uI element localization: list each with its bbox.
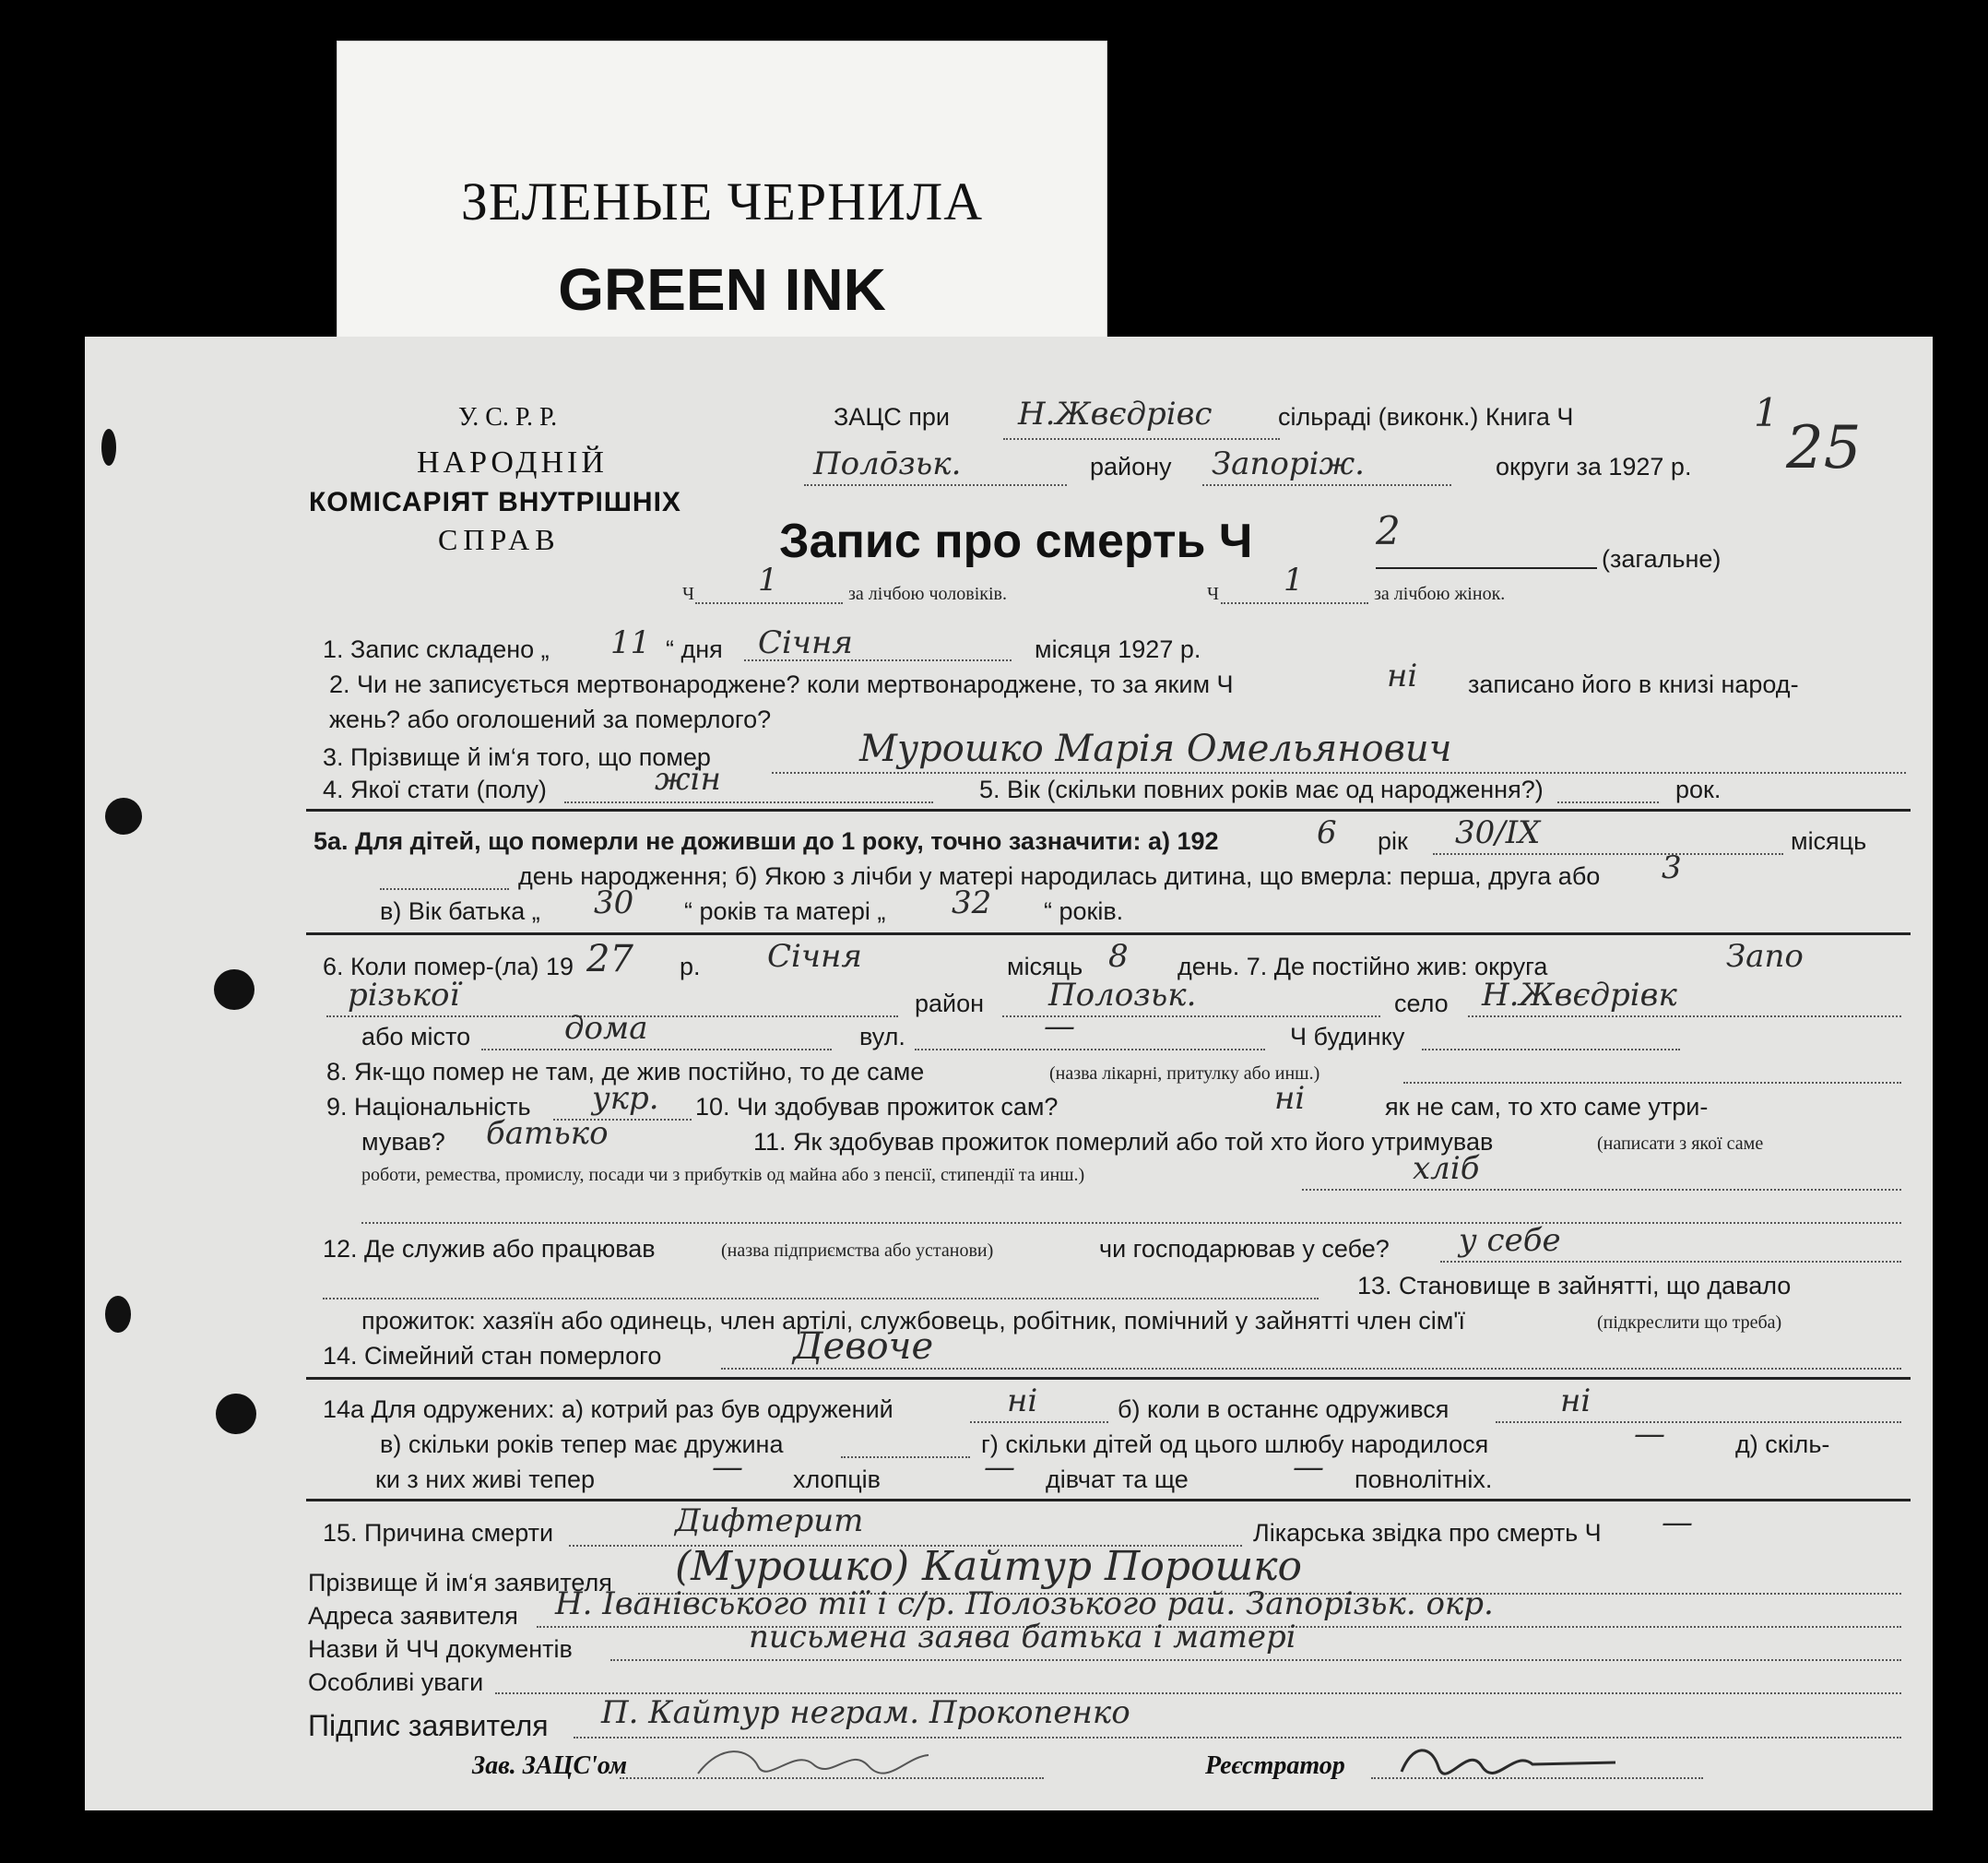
field-5a-month-label: місяць: [1791, 827, 1867, 855]
section-divider: [306, 932, 1911, 935]
punch-hole: [105, 798, 142, 835]
field-5a-end-label: “ років.: [1044, 897, 1124, 925]
field-4-label: 4. Якої стати (полу): [323, 776, 547, 803]
field-3-label: 3. Прізвище й ім‘я того, що помер: [323, 743, 711, 771]
field-15-certificate-label: Лікарська звідка про смерть Ч: [1253, 1519, 1602, 1547]
field-5a-year-handwritten: 6: [1317, 814, 1337, 851]
field-11-label: 11. Як здобував прожиток померлий або той хто його утримував: [753, 1128, 1494, 1156]
field-9-handwritten: укр.: [592, 1080, 659, 1117]
section-divider: [306, 1499, 1911, 1501]
field-1-month-line: [744, 659, 1012, 661]
field-14a-adults-handwritten: —: [1293, 1449, 1324, 1486]
field-10-label-b: як не сам, то хто саме утри-: [1385, 1093, 1709, 1121]
signature-label: Підпис заявителя: [308, 1709, 549, 1742]
field-14a-boys-handwritten: —: [984, 1449, 1015, 1486]
field-7-budynok-label: Ч будинку: [1290, 1023, 1405, 1050]
field-1-day-label: “ дня: [666, 635, 723, 663]
field-3-line: [772, 772, 1906, 774]
field-6-year-label: р.: [680, 953, 701, 980]
usrr-label: У. С. Р. Р.: [458, 403, 558, 432]
field-5a-date-line: [1433, 853, 1783, 855]
field-7-vul-handwritten: —: [1044, 1008, 1075, 1045]
field-14a-last-handwritten: ні: [1560, 1382, 1592, 1419]
field-4-line: [564, 801, 933, 803]
field-2-label-c: жень? або оголошений за померлого?: [329, 706, 772, 733]
field-15-cause-handwritten: Дифтерит: [675, 1502, 864, 1539]
field-14a-girls-label: дівчат та ще: [1046, 1465, 1189, 1493]
field-11-line-2: [361, 1222, 1901, 1224]
women-count-line: [1221, 602, 1368, 604]
field-11-provider-handwritten: батько: [486, 1115, 609, 1152]
field-14a-alive-label: д) скіль-: [1735, 1430, 1830, 1458]
punch-hole: [101, 429, 116, 466]
field-14a-alive-label-b: ки з них живі тепер: [375, 1465, 595, 1493]
general-label: (загальне): [1602, 545, 1722, 573]
field-9-label: 9. Національність: [326, 1093, 531, 1121]
field-2-label: 2. Чи не записується мертвонароджене? коли мертвонароджене, то за яким Ч: [329, 670, 1234, 698]
org-line-3: СПРАВ: [438, 523, 561, 556]
field-6-month-label: місяць: [1007, 953, 1083, 980]
men-count-handwritten: 1: [758, 562, 778, 599]
women-count-prefix: Ч: [1207, 584, 1219, 604]
field-7-okruga-handwritten: Запо: [1726, 938, 1804, 975]
okruga-line: [1202, 484, 1451, 486]
note-english-text: GREEN INK: [558, 256, 886, 323]
field-5-label: 5. Вік (скільки повних років має од народження?): [979, 776, 1544, 803]
field-7-misto-label: або місто: [361, 1023, 471, 1050]
field-5-end-label: рок.: [1675, 776, 1722, 803]
field-2-handwritten: ні: [1387, 658, 1418, 694]
field-5a-label: 5а. Для дітей, що померли не доживши до 1 року, точно зазначити: а) 192: [314, 827, 1219, 855]
attached-label-note: [337, 41, 1107, 345]
field-6-label: 6. Коли помер-(ла) 19: [323, 953, 574, 980]
field-12-line-2: [323, 1298, 1319, 1299]
field-12-label: 12. Де служив або працював: [323, 1235, 656, 1263]
field-7-vul-line: [915, 1049, 1265, 1050]
women-count-handwritten: 1: [1284, 562, 1304, 599]
men-count-line: [695, 602, 843, 604]
punch-hole: [216, 1394, 256, 1434]
field-11-hint-b: роботи, ремества, промислу, посади чи з прибутків од майна або з пенсії, стипендії та инш.): [361, 1165, 1085, 1185]
special-notes-label: Особливі уваги: [308, 1668, 484, 1696]
applicant-address-handwritten: Н. Іванівського тії і с/р. Полозького рай. Запорізьк. окр.: [555, 1585, 1494, 1622]
field-14a-boys-label: хлопців: [793, 1465, 882, 1493]
org-line-1: НАРОДНІЙ: [417, 445, 608, 480]
silrada-label: сільраді (виконк.) Книга Ч: [1278, 403, 1574, 431]
field-11-hint: (написати з якої саме: [1597, 1133, 1764, 1154]
field-12-label-b: чи господарював у себе?: [1099, 1235, 1390, 1263]
rayon-label: району: [1090, 453, 1172, 481]
field-7-selo-line: [1468, 1015, 1901, 1017]
signature-handwritten: П. Кайтур неграм. Прокопенко: [601, 1694, 1130, 1731]
field-2-label-b: записано його в книзі народ-: [1468, 670, 1799, 698]
field-6-year-handwritten: 27: [586, 938, 633, 980]
field-14a-alive-handwritten: —: [712, 1449, 743, 1486]
field-5a-order-handwritten: 3: [1662, 849, 1682, 886]
field-7-budynok-line: [1422, 1049, 1680, 1050]
book-number-handwritten: 1: [1754, 390, 1779, 435]
field-12-hint: (назва підприємства або установи): [721, 1240, 994, 1261]
applicant-name-label: Прізвище й ім‘я заявителя: [308, 1569, 612, 1596]
note-russian-text: ЗЕЛЕНЫЕ ЧЕРНИЛА: [460, 172, 984, 231]
field-14-line: [721, 1368, 1901, 1370]
field-7-selo-label: село: [1394, 990, 1449, 1017]
section-divider: [306, 809, 1911, 812]
field-1-label: 1. Запис складено „: [323, 635, 550, 663]
field-1-month-label: місяця 1927 р.: [1035, 635, 1201, 663]
field-5a-order-label: день народження; б) Якою з лічби у матері народилась дитина, що вмерла: перша, друга або: [518, 862, 1601, 890]
field-14a-marriage-line: [970, 1421, 1108, 1423]
field-3-name-handwritten: Мурошко Марія Омельянович: [859, 728, 1452, 770]
record-number-line: [1376, 567, 1597, 569]
field-11-mother-label: мував?: [361, 1128, 445, 1156]
documents-line: [610, 1659, 1901, 1661]
zags-label: ЗАЦС при: [834, 403, 951, 431]
field-5a-mother-label: “ років та матері „: [684, 897, 886, 925]
applicant-name-handwritten: (Мурошко) Кайтур Порошко: [675, 1543, 1302, 1590]
field-14a-wife-age-line: [841, 1456, 970, 1458]
section-divider: [306, 1377, 1911, 1380]
field-14a-marriage-handwritten: ні: [1007, 1382, 1038, 1419]
zags-silrada-line: [1003, 438, 1280, 440]
death-record-form: [85, 337, 1933, 1810]
field-7-misto-line: [481, 1049, 832, 1050]
documents-handwritten: письмена заява батька і матері: [749, 1619, 1296, 1655]
field-15-certificate-handwritten: —: [1662, 1504, 1693, 1541]
punch-hole: [105, 1296, 131, 1333]
field-5a-date-handwritten: 30/IX: [1455, 814, 1541, 851]
punch-hole: [214, 969, 254, 1010]
field-8-label: 8. Як-що помер не там, де жив постійно, то де саме: [326, 1058, 925, 1086]
field-5a-father-handwritten: 30: [594, 884, 634, 921]
field-8-line: [1403, 1082, 1901, 1084]
field-13-label: 13. Становище в зайнятті, що давало: [1357, 1272, 1792, 1299]
registrar-label: Реєстратор: [1205, 1751, 1345, 1780]
field-13-hint: (підкреслити що треба): [1597, 1312, 1782, 1333]
org-line-2: КОМІСАРІЯТ ВНУТРІШНІХ: [309, 487, 681, 517]
field-14a-adults-label: повнолітніх.: [1355, 1465, 1493, 1493]
page-number-handwritten: 25: [1786, 414, 1862, 482]
field-14a-wife-age-label: в) скільки років тепер має дружина: [380, 1430, 784, 1458]
registrar-signature: [1394, 1735, 1625, 1786]
record-title: Запис про смерть Ч: [779, 515, 1253, 568]
zags-head-label: Зав. ЗАЦС'ом: [472, 1751, 628, 1780]
field-7-rayon-label: район: [915, 990, 985, 1017]
field-7-okruga-continued-handwritten: різької: [348, 977, 460, 1014]
rayon-handwritten: Поло̄зьк.: [813, 445, 962, 482]
field-7-rayon-handwritten: Полозьк.: [1048, 977, 1197, 1014]
field-4-handwritten: жін: [655, 761, 721, 798]
field-5a-mother-handwritten: 32: [952, 884, 992, 921]
field-14a-last-line: [1496, 1421, 1901, 1423]
women-count-label: за лічбою жінок.: [1374, 584, 1506, 604]
men-count-prefix: Ч: [682, 584, 694, 604]
rayon-line: [804, 484, 1067, 486]
field-14a-children-handwritten: —: [1634, 1416, 1665, 1453]
field-14-handwritten: Девоче: [793, 1325, 934, 1368]
okruga-label: округи за 1927 р.: [1496, 453, 1692, 481]
zags-silrada-handwritten: Н.Жвєдрівс: [1018, 396, 1213, 433]
field-8-hint: (назва лікарні, притулку або инш.): [1049, 1063, 1320, 1084]
documents-label: Назви й ЧЧ документів: [308, 1635, 573, 1663]
zags-head-signature: [693, 1738, 933, 1785]
field-11-occupation-handwritten: хліб: [1413, 1150, 1480, 1187]
field-10-handwritten: ні: [1274, 1080, 1306, 1117]
men-count-label: за лічбою чоловіків.: [848, 584, 1007, 604]
field-7-label: день. 7. Де постійно жив: округа: [1177, 953, 1548, 980]
field-7-misto-handwritten: дома: [564, 1010, 648, 1047]
okruga-handwritten: Запоріж.: [1212, 445, 1365, 482]
applicant-address-label: Адреса заявителя: [308, 1602, 518, 1630]
field-5a-day-line: [380, 888, 509, 890]
field-12-handwritten: у себе: [1459, 1222, 1561, 1259]
field-10-label: 10. Чи здобував прожиток сам?: [695, 1093, 1059, 1121]
field-14a-children-label: г) скільки дітей од цього шлюбу народилося: [981, 1430, 1489, 1458]
record-number-handwritten: 2: [1376, 508, 1401, 553]
field-6-month-handwritten: Січня: [767, 938, 862, 975]
field-7-vul-label: вул.: [859, 1023, 905, 1050]
field-6-day-handwritten: 8: [1108, 938, 1129, 975]
field-1-day-handwritten: 11: [610, 624, 651, 661]
field-13-options: прожиток: хазяїн або одинець, член артілі, службовець, робітник, помічний у зайнятті член сім'ї: [361, 1307, 1465, 1335]
field-5a-father-label: в) Вік батька „: [380, 897, 540, 925]
field-14a-last-label: б) коли в останнє одружився: [1118, 1395, 1450, 1423]
field-11-line: [1302, 1189, 1901, 1191]
field-5a-year-label: рік: [1378, 827, 1408, 855]
field-7-selo-handwritten: Н.Жвєдрівк: [1482, 977, 1677, 1014]
field-12-line: [1440, 1261, 1901, 1263]
field-14-label: 14. Сімейний стан померлого: [323, 1342, 662, 1370]
field-1-month-handwritten: Січня: [758, 624, 853, 661]
field-15-label: 15. Причина смерти: [323, 1519, 554, 1547]
field-14a-label: 14а Для одружених: а) котрий раз був одружений: [323, 1395, 893, 1423]
field-5-line: [1557, 801, 1659, 803]
